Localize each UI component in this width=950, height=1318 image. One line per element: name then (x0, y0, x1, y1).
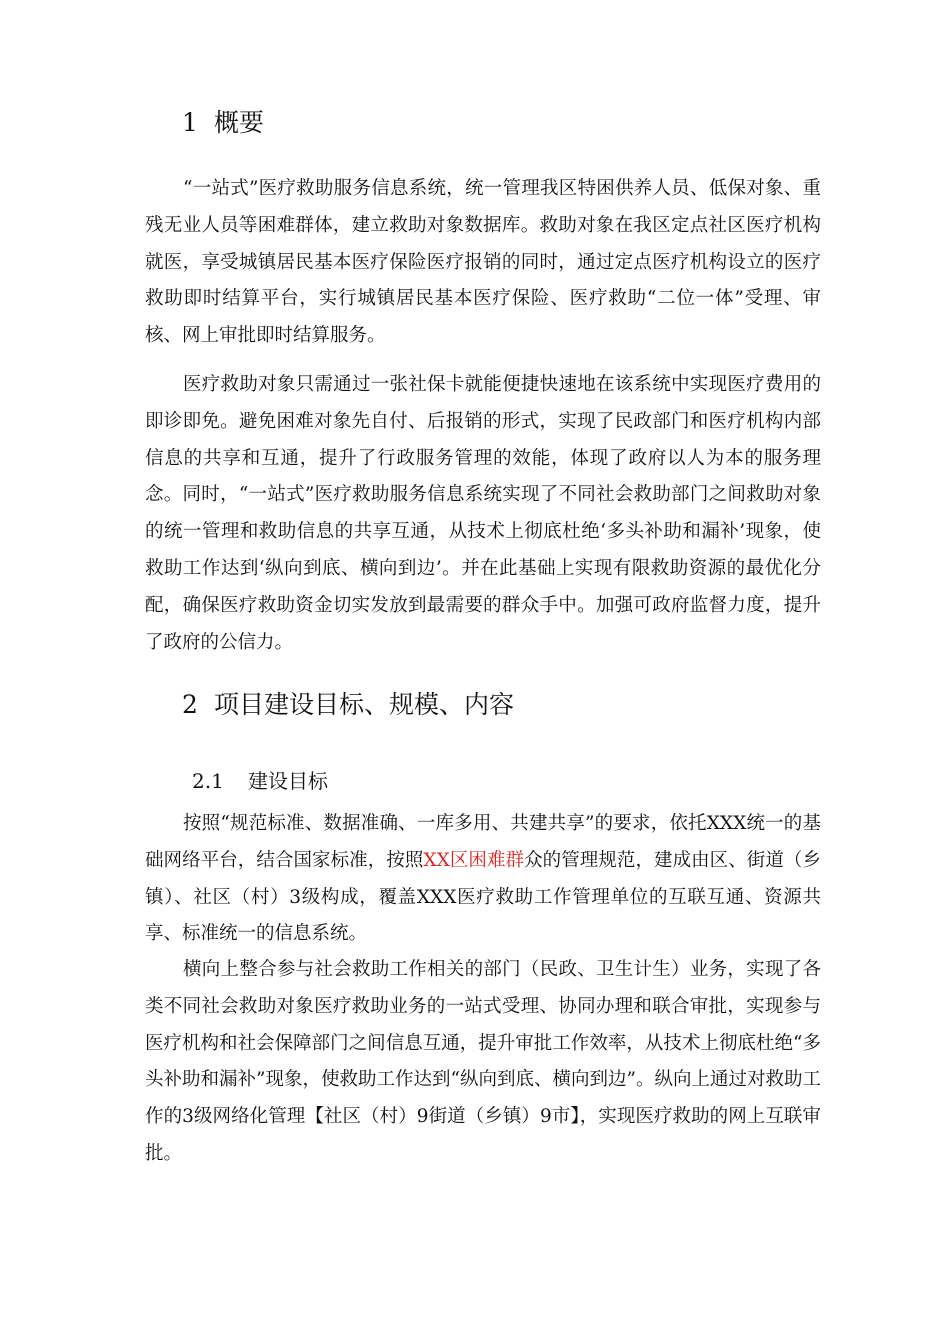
highlighted-text: XX区困难群 (423, 849, 525, 871)
section-2-1-title: 建设目标 (248, 769, 328, 793)
section-2-heading (182, 690, 514, 720)
section-1-heading (182, 108, 264, 138)
section-1-title: 概要 (214, 108, 265, 137)
section-2-1-number: 2.1 (192, 769, 224, 793)
section-1-paragraph-2: 医疗救助对象只需通过一张社保卡就能便捷快速地在该系统中实现医疗费用的即诊即免。避免困难对象先自付、后报销的形式，实现了民政部门和医疗机构内部信息的共享和互通，提升了行政服务管理的效能，体现了政府以人为本的服务理念。同时，“一站式”医疗救助服务信息系统实现了不同社会救助部门之间救助对象的统一管理和救助信息的共享互通，从技术上彻底杜绝‘多头补助和漏补’现象，使救助工作达到‘纵向到底、横向到边’。并在此基础上实现有限救助资源的最优化分配，确保医疗救助资金切实发放到最需要的群众手中。加强可政府监督力度，提升了政府的公信力。 (145, 374, 821, 653)
paragraph-text: 按照“规范标准、数据准确、一库多用、共建共享”的要求，依托XXX统一的基础网络平台，结合国家标准，按照 (145, 813, 821, 871)
section-2-number: 2 (182, 690, 198, 719)
section-2-1-paragraph-2: 横向上整合参与社会救助工作相关的部门（民政、卫生计生）业务，实现了各类不同社会救助对象医疗救助业务的一站式受理、协同办理和联合审批，实现参与医疗机构和社会保障部门之间信息互通，提升审批工作效率，从技术上彻底杜绝“多头补助和漏补”现象，使救助工作达到“纵向到底、横向到边”。纵向上通过对救助工作的3级网络化管理【社区（村）9街道（乡镇）9市】，实现医疗救助的网上互联审批。 (145, 959, 821, 1164)
section-1-number: 1 (182, 108, 198, 137)
section-2-title: 项目建设目标、规模、内容 (214, 690, 515, 719)
section-2-1-paragraph-1 (145, 806, 821, 953)
section-2-1-heading (192, 768, 328, 794)
paragraph-text: 众的管理规范，建成由区、街道（乡镇）、社区（村）3级构成，覆盖XXX医疗救助工作管理单位的互联互通、资源共享、标准统一的信息系统。 (145, 849, 821, 945)
section-1-paragraph-1: “一站式”医疗救助服务信息系统，统一管理我区特困供养人员、低保对象、重残无业人员等困难群体，建立救助对象数据库。救助对象在我区定点社区医疗机构就医，享受城镇居民基本医疗保险医疗报销的同时，通过定点医疗机构设立的医疗救助即时结算平台，实行城镇居民基本医疗保险、医疗救助“二位一体”受理、审核、网上审批即时结算服务。 (145, 178, 821, 347)
